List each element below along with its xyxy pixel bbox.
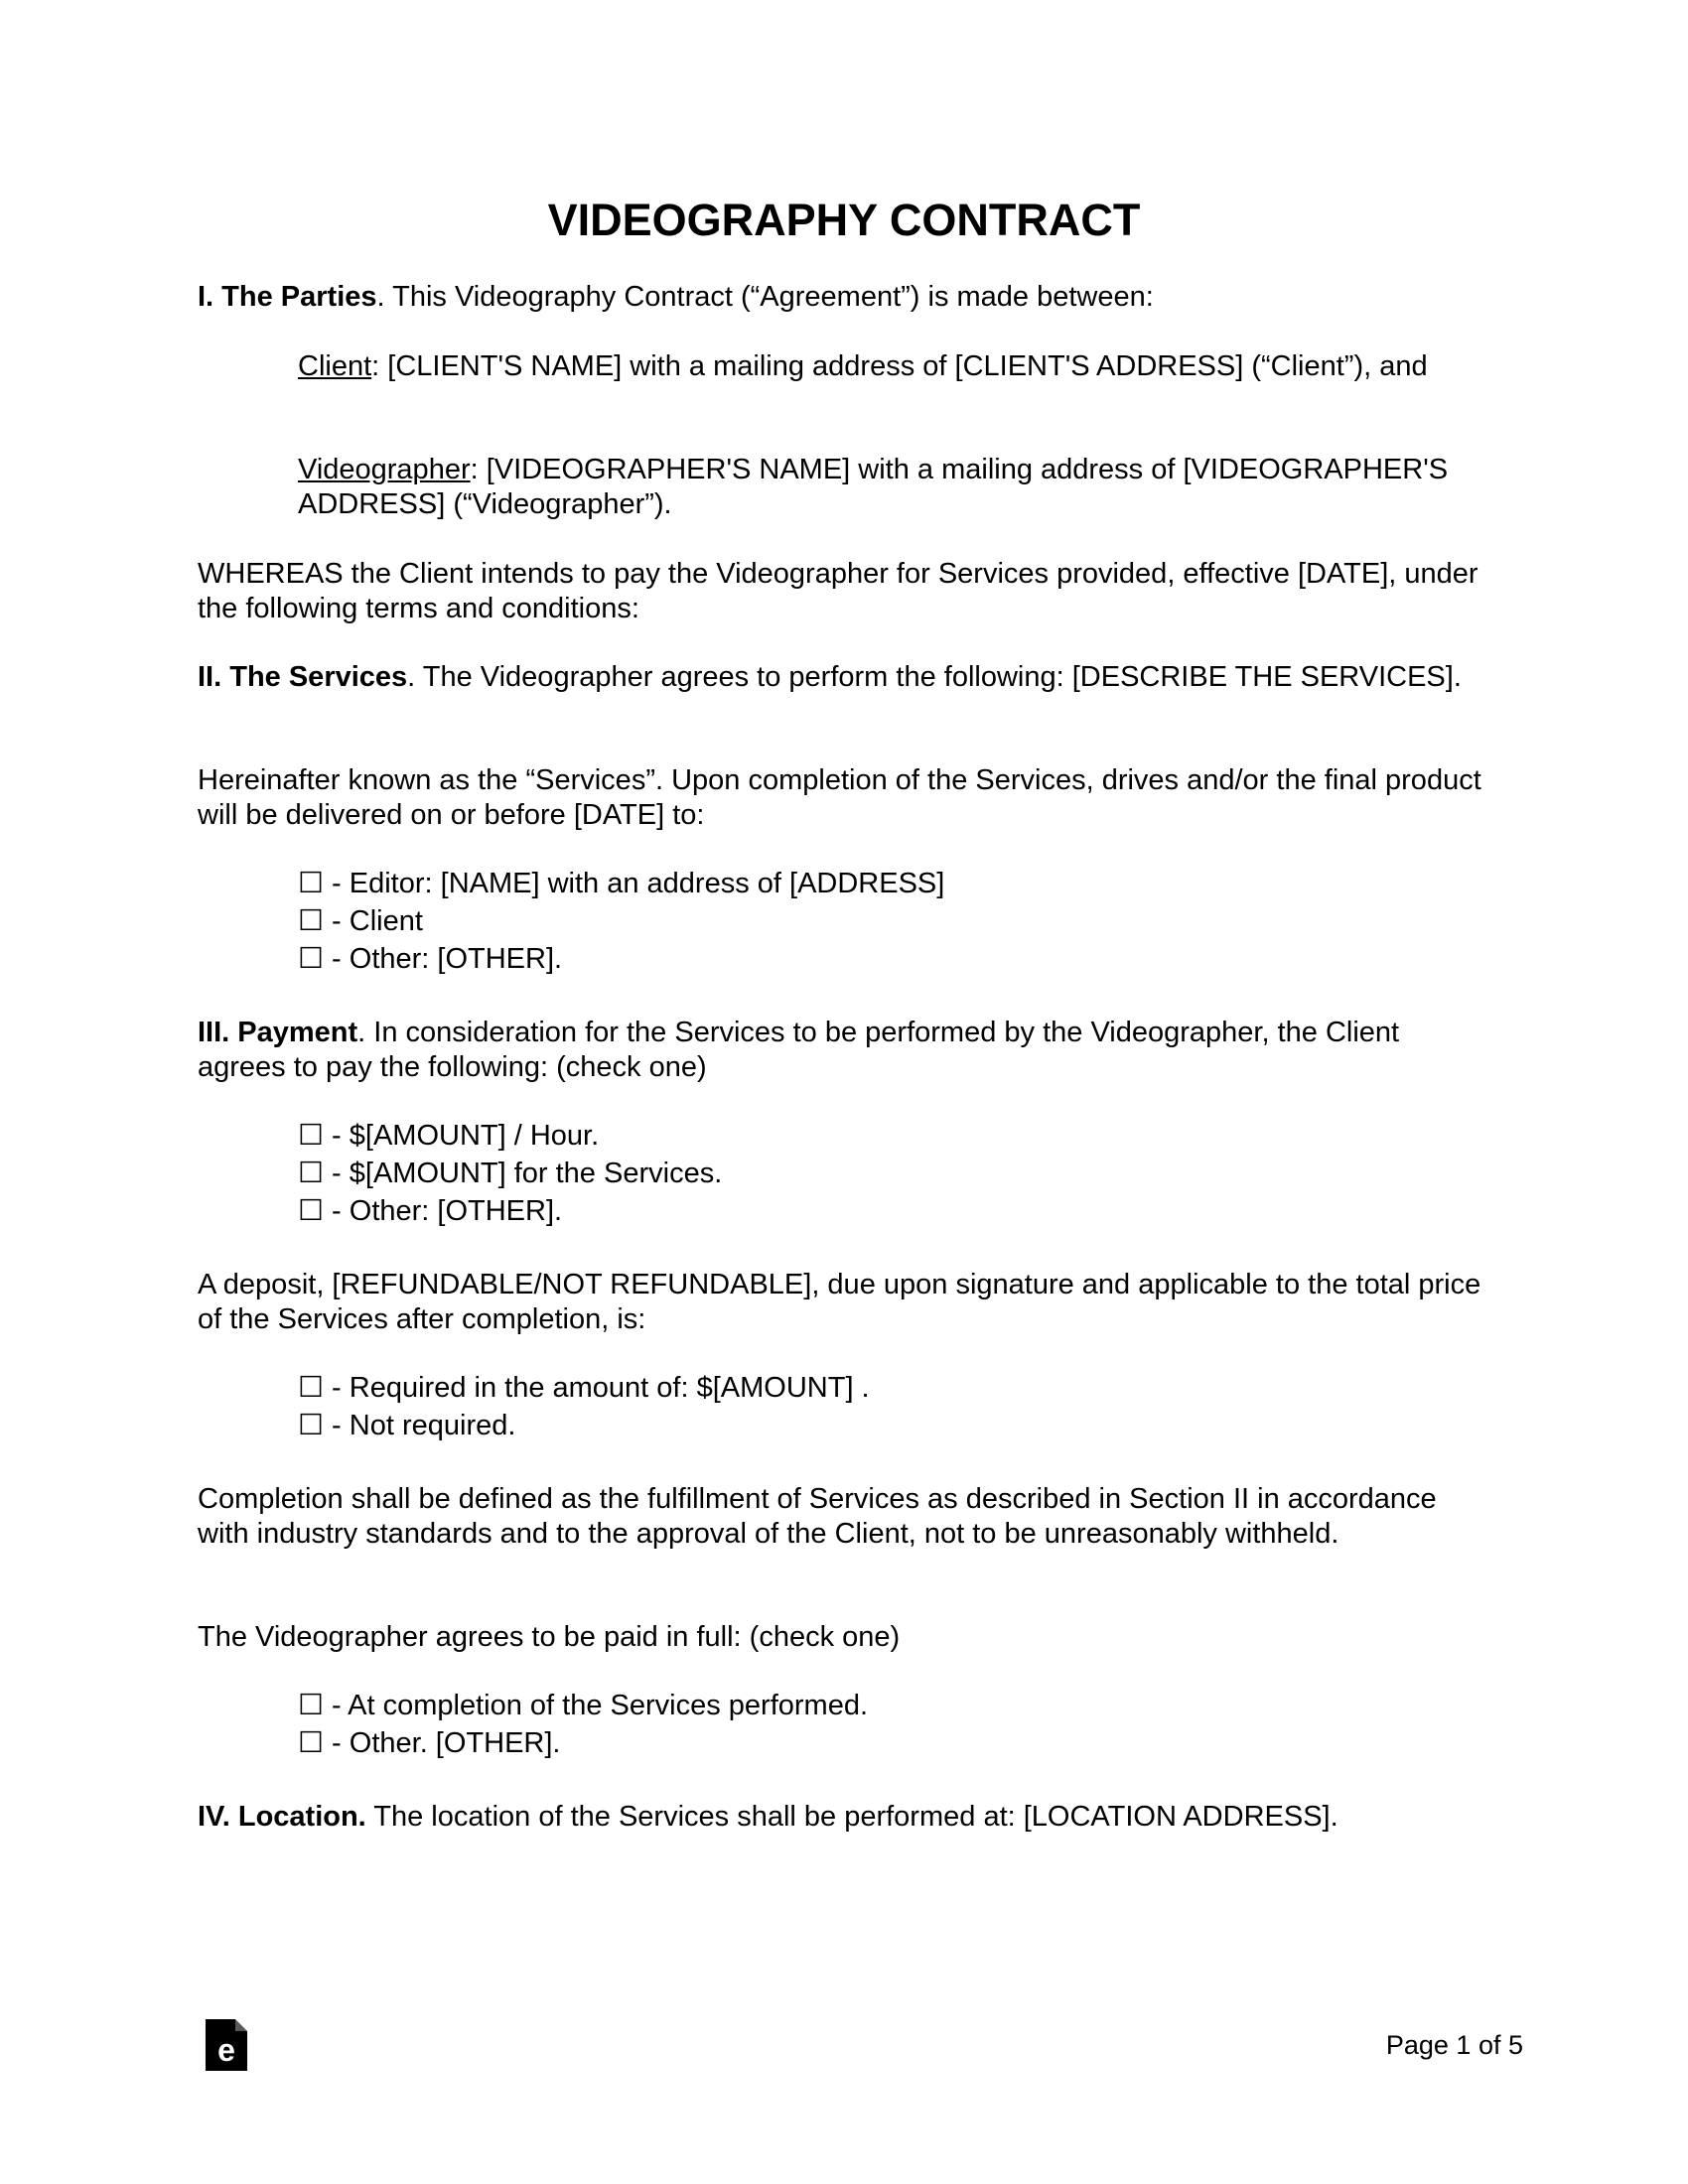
paid-in-full-paragraph: The Videographer agrees to be paid in full: (check one) [198, 1621, 901, 1653]
client-text: : [CLIENT'S NAME] with a mailing address of [CLIENT'S ADDRESS] (“Client”), and [371, 350, 1428, 382]
services-paragraph [198, 660, 1488, 695]
deposit-paragraph: A deposit, [REFUNDABLE/NOT REFUNDABLE], due upon signature and applicable to the total price of the Services after completion, is: [198, 1269, 1481, 1335]
parties-paragraph [198, 280, 1488, 315]
services-heading: II. The Services [198, 661, 408, 693]
eforms-logo-icon [206, 2019, 247, 2071]
document-title: VIDEOGRAPHY CONTRACT [547, 195, 1141, 245]
videographer-paragraph [298, 453, 1489, 522]
whereas-paragraph: WHEREAS the Client intends to pay the Videographer for Services provided, effective [DATE], under the following terms and conditions: [198, 558, 1478, 624]
page-number: Page 1 of 5 [1385, 2030, 1523, 2060]
location-heading: IV. Location. [198, 1801, 366, 1833]
delivery-option-client: ☐ - Client [298, 905, 423, 937]
paid-option-completion: ☐ - At completion of the Services performed. [298, 1690, 869, 1721]
delivery-paragraph: Hereinafter known as the “Services”. Upon completion of the Services, drives and/or the final product will be delivered on or before [DATE] to: [198, 764, 1481, 831]
delivery-option-editor: ☐ - Editor: [NAME] with an address of [ADDRESS] [298, 868, 945, 899]
location-paragraph [198, 1800, 1488, 1835]
client-label: Client [298, 350, 372, 382]
videographer-label: Videographer [298, 454, 471, 485]
completion-paragraph: Completion shall be defined as the fulfillment of Services as described in Section II in accordance with industry standards and to the approval of the Client, not to be unreasonably withheld. [198, 1483, 1437, 1550]
services-text: . The Videographer agrees to perform the following: [DESCRIBE THE SERVICES]. [407, 661, 1462, 693]
deposit-option-required: ☐ - Required in the amount of: $[AMOUNT] . [298, 1372, 870, 1404]
payment-text: . In consideration for the Services to be performed by the Videographer, the Client agrees to pay the following: (check one) [198, 1017, 1400, 1083]
payment-heading: III. Payment [198, 1017, 358, 1048]
payment-paragraph [198, 1016, 1488, 1085]
payment-option-flat: ☐ - $[AMOUNT] for the Services. [298, 1158, 723, 1189]
location-text: The location of the Services shall be performed at: [LOCATION ADDRESS]. [365, 1801, 1338, 1833]
logo-letter: e [217, 2032, 235, 2068]
paid-option-other: ☐ - Other. [OTHER]. [298, 1727, 561, 1759]
deposit-option-not-required: ☐ - Not required. [298, 1410, 516, 1441]
payment-option-hour: ☐ - $[AMOUNT] / Hour. [298, 1120, 600, 1152]
parties-intro: . This Videography Contract (“Agreement”) is made between: [376, 281, 1154, 313]
delivery-option-other: ☐ - Other: [OTHER]. [298, 943, 563, 975]
videographer-text: : [VIDEOGRAPHER'S NAME] with a mailing address of [VIDEOGRAPHER'S ADDRESS] (“Videographer”). [298, 454, 1449, 520]
client-paragraph [298, 349, 1489, 384]
parties-heading: I. The Parties [198, 281, 377, 313]
payment-option-other: ☐ - Other: [OTHER]. [298, 1195, 563, 1227]
